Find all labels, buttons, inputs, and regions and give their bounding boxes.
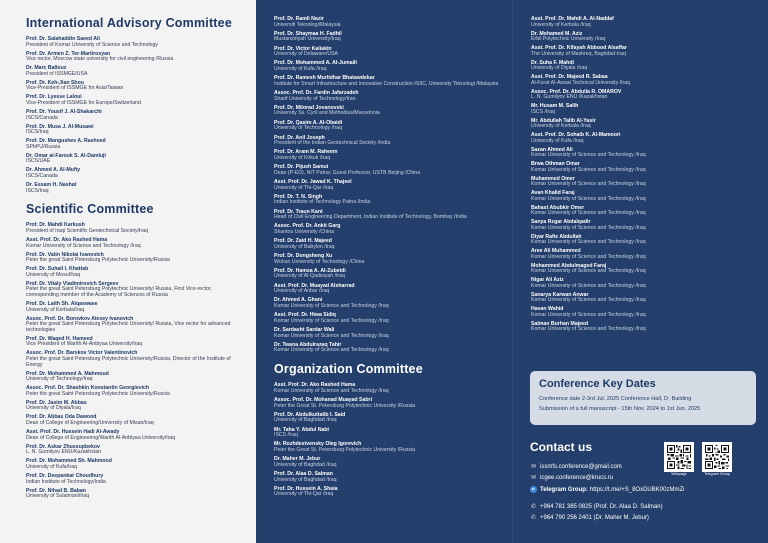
member-entry xyxy=(274,76,506,87)
member-affiliation: University of Thi-Qar /Iraq xyxy=(274,184,334,191)
middle-panel xyxy=(256,0,512,543)
member-entry xyxy=(531,104,762,115)
organization-committee-continued-list xyxy=(531,17,762,333)
member-affiliation: Dean of College of Engineering/University of Misan/Iraq xyxy=(26,420,154,427)
member-name: Dr. Ahmed A. Ghani xyxy=(274,297,323,304)
member-entry xyxy=(26,223,246,234)
member-affiliation: Komar University of Science and Technology /Iraq xyxy=(531,239,646,246)
phone-row-1[interactable] xyxy=(530,503,760,510)
member-affiliation: ISCS /Iraq xyxy=(274,432,298,439)
member-entry xyxy=(26,317,246,334)
member-name: Sazan Ahmed Ali xyxy=(531,146,573,153)
telegram-link[interactable]: https://t.me/+S_8OxDUBK00zMmZi xyxy=(589,486,685,493)
telegram-icon xyxy=(530,486,537,493)
member-entry xyxy=(274,210,506,221)
member-affiliation: Shantou University /China xyxy=(274,228,334,235)
member-name: Assoc. Prof. Dr. Shashkin Konstantin Georgievich xyxy=(26,385,150,392)
member-affiliation: Peter the great Saint Petersburg Polytechnic University/ Russia, Vice rector for advanced technologies xyxy=(26,321,231,333)
member-affiliation: Institute for Smart Infrastructure and Innovative Construction-ISIIC, University Teknologi /Malaysia xyxy=(274,80,499,87)
member-affiliation: University of Kirkuk /Iraq xyxy=(274,154,331,161)
organization-committee-title: Organization Committee xyxy=(274,362,423,377)
member-name: Sanya Rzgar Abdalqadir xyxy=(531,219,591,226)
member-entry xyxy=(274,121,506,132)
member-affiliation: University of Kerbala /Iraq xyxy=(531,21,591,28)
member-entry xyxy=(26,430,246,441)
member-affiliation: Komar University of Science and Technology /Iraq xyxy=(274,303,389,310)
member-entry xyxy=(274,165,506,176)
member-name: Aree Ali Muhammed xyxy=(531,248,581,255)
member-affiliation: University of Babylon /Iraq xyxy=(274,243,335,250)
member-entry xyxy=(531,322,762,333)
member-affiliation: Komar University of Science and Technology /Iraq xyxy=(531,210,646,217)
left-panel xyxy=(0,0,256,543)
scientific-committee-title: Scientific Committee xyxy=(26,202,154,217)
member-name: Dr. Omar al-Farouk S. Al-Damluji xyxy=(26,152,106,159)
member-entry xyxy=(274,472,506,483)
member-entry xyxy=(26,386,246,397)
email-icon: ✉ xyxy=(530,475,537,481)
member-affiliation: University of Kufa/Iraq xyxy=(26,463,78,470)
member-name: Dr. Mohamed M. Aziz xyxy=(531,30,583,37)
member-name: Diyar Rafie Abdullah xyxy=(531,233,582,240)
member-name: Prof. Dr. Salahaddin Saeed Ali xyxy=(26,36,100,42)
member-affiliation: ISCS/Iraq xyxy=(26,129,49,136)
member-affiliation: Komar University of Science and Technology /Iraq xyxy=(531,181,646,188)
member-entry xyxy=(274,343,506,354)
member-name: Prof. Dr. Alaa D. Salman xyxy=(274,470,333,477)
member-entry xyxy=(26,459,246,470)
key-dates-box xyxy=(530,371,756,425)
member-entry xyxy=(26,154,246,165)
member-entry xyxy=(274,136,506,147)
member-name: Prof. Dr. Abdulkuttalib I. Said xyxy=(274,411,346,418)
member-entry xyxy=(274,61,506,72)
member-affiliation: Dean of College of Engineering/Warith Al-Anbiyaa University/Iraq xyxy=(26,434,176,441)
member-name: Dr. Sardasht Sardar Wali xyxy=(274,327,335,334)
member-affiliation: University of Diyala/Iraq xyxy=(26,405,81,412)
member-affiliation: University of Kerbala/Iraq xyxy=(26,306,85,313)
member-entry xyxy=(274,313,506,324)
member-affiliation: ISCS/Iraq xyxy=(26,187,49,194)
member-name: Prof. Dr. Anil Joseph xyxy=(274,134,325,141)
member-entry xyxy=(26,337,246,348)
member-affiliation: Peter the great Saint Petersburg Polytechnic University/Russia xyxy=(26,257,170,264)
member-affiliation: President of ISSMGE/USA xyxy=(26,70,88,77)
member-entry xyxy=(26,81,246,92)
member-name: Prof. Dr. Yousif J. Al-Shakarchi xyxy=(26,109,102,116)
member-name: Prof. Dr. Lyesse Laloui xyxy=(26,94,82,101)
member-affiliation: L. N. Gumilyov ENU /Kazakhstan xyxy=(531,94,608,101)
member-entry xyxy=(531,307,762,318)
member-entry xyxy=(531,293,762,304)
member-affiliation: ISCS /Iraq xyxy=(531,108,555,115)
member-affiliation: Peter the great Saint Petersburg Polytechnic University/ Russia, First Vice-rector, corresponding member of the Academy of Sciences of Russia xyxy=(26,286,212,298)
member-affiliation: Komar University of Science and Technology /Iraq xyxy=(531,152,646,159)
member-affiliation: Komar University of Science and Technology /Iraq xyxy=(531,297,646,304)
member-entry xyxy=(274,413,506,424)
conference-date: Conference date 2-3rd Jul. 2025 Conference Hall, D- Building xyxy=(539,396,692,402)
qr-telegram[interactable] xyxy=(702,442,732,477)
member-affiliation: Komar University of Science and Technology /Iraq xyxy=(531,282,646,289)
member-entry xyxy=(26,415,246,426)
member-name: Mr. Rozhdestvensky Oleg Igorevich xyxy=(274,441,362,448)
member-name: Prof. Dr. Mahdi Karkush xyxy=(26,222,85,229)
member-name: Prof. Dr. Hamsa A. Al-Zubeidi xyxy=(274,267,346,274)
contact-title: Contact us xyxy=(530,440,593,454)
member-name: Prof. Dr. Askar Zhussupbekov xyxy=(26,443,100,450)
member-affiliation: Komar University of Science and Technology /Iraq xyxy=(531,268,646,275)
phone-row-2[interactable] xyxy=(530,514,760,521)
member-name: Prof. Dr. Aram M. Raheem xyxy=(274,149,338,156)
member-entry xyxy=(274,106,506,117)
member-name: Mr. Abdullah Talib Al-Yasir xyxy=(531,117,596,124)
member-entry xyxy=(26,489,246,500)
member-entry xyxy=(274,47,506,58)
member-name: Prof. Dr. Victor Kaliakin xyxy=(274,45,332,52)
member-entry xyxy=(531,249,762,260)
member-entry xyxy=(274,298,506,309)
email-icon: ✉ xyxy=(530,464,537,470)
member-entry xyxy=(531,119,762,130)
member-entry xyxy=(274,180,506,191)
member-name: Dr. Ahmed A. Al-Mufty xyxy=(26,167,81,174)
member-entry xyxy=(274,91,506,102)
member-entry xyxy=(274,284,506,295)
member-name: Mr. Husam M. Salih xyxy=(531,103,579,110)
member-affiliation: President of Iraqi Scientific Geotechnical Society/Iraq xyxy=(26,227,148,234)
member-name: Assoc. Prof. Dr. Abdulla R. OMAROV xyxy=(531,88,622,95)
member-name: Prof. Dr. Mangushev A. Rasheed xyxy=(26,138,106,145)
member-name: Asst. Prof. Dr. Jawad K. Thajeel xyxy=(274,178,352,185)
member-name: Dr. Twana Abdulrazaq Tahir xyxy=(274,341,342,348)
member-entry xyxy=(26,351,246,368)
member-affiliation: Vice President of Warith Al-Anbiyaa University/Iraq xyxy=(26,341,143,348)
phone-icon: ✆ xyxy=(530,504,537,510)
member-entry xyxy=(274,254,506,265)
member-affiliation: Indian Institute of Technology Patna /India xyxy=(274,199,371,206)
member-affiliation: SPbPU/Russia xyxy=(26,143,61,150)
member-name: Bahast Abubkir Omer xyxy=(531,204,585,211)
member-affiliation: Komar University of Science and Technology /Iraq xyxy=(531,311,646,318)
member-entry xyxy=(531,32,762,43)
member-entry xyxy=(531,17,762,28)
member-entry xyxy=(26,95,246,106)
member-name: Prof. Dr. T. N. Singh xyxy=(274,193,323,200)
member-affiliation: Komar University of Science and Technology /Iraq xyxy=(531,326,646,333)
member-affiliation: Wuhan University of Technology /China xyxy=(274,258,365,265)
member-name: Prof. Dr. Shaymaa H. Fadhil xyxy=(274,30,342,37)
member-name: Prof. Dr. Nihad B. Baban xyxy=(26,487,86,494)
member-affiliation: Mustansiriyah University/Iraq xyxy=(274,36,341,43)
member-affiliation: Peter the great Saint Petersburg Polytechnic University/Russia, Director of the Institute of Energy xyxy=(26,356,231,368)
member-entry xyxy=(26,37,246,48)
member-entry xyxy=(531,278,762,289)
member-entry xyxy=(26,474,246,485)
member-affiliation: Komar University of Science and Technology /Iraq xyxy=(274,317,389,324)
member-affiliation: University of Thi-Qar /Iraq xyxy=(274,491,334,498)
member-entry xyxy=(26,372,246,383)
member-entry xyxy=(274,442,506,453)
member-name: Prof. Dr. Suhail I. Khattab xyxy=(26,266,89,273)
email-1[interactable]: issmfs.conference@gmail.com xyxy=(540,463,622,470)
member-entry xyxy=(274,398,506,409)
member-name: Brwa Othman Omar xyxy=(531,161,580,168)
member-name: Avan Khalid Faraj xyxy=(531,190,575,197)
member-entry xyxy=(274,195,506,206)
qr-code-icon[interactable] xyxy=(702,442,732,472)
member-name: Nigar Ali Aziz xyxy=(531,277,564,284)
member-name: Prof. Dr. Hussein A. Shaia xyxy=(274,485,338,492)
member-affiliation: Peter the great Saint Petersburg Polytechnic University/Russia xyxy=(26,390,170,397)
member-entry xyxy=(274,457,506,468)
member-name: Prof. Dr. Mohammed A. Al-Jumaili xyxy=(274,60,357,67)
member-affiliation: University of Al-Qadisiyah /Iraq xyxy=(274,273,345,280)
member-name: Prof. Dr. Mohammed A. Mahmoud xyxy=(26,370,109,377)
member-affiliation: ISCS/Canada xyxy=(26,114,58,121)
member-entry xyxy=(274,224,506,235)
member-entry xyxy=(26,267,246,278)
member-name: Assoc. Prof. Dr. Ankit Garg xyxy=(274,223,341,230)
member-name: Prof. Dr. Traun Kant xyxy=(274,208,323,215)
scientific-committee-list xyxy=(26,223,246,499)
telegram-label: Telegram Group: xyxy=(540,486,588,493)
member-affiliation: University of Baghdad /Iraq xyxy=(274,417,337,424)
qr-webpage[interactable] xyxy=(664,442,694,477)
member-affiliation: University of Kerbala /Iraq xyxy=(531,123,591,130)
member-affiliation: University Ss. Cyril and Methodius/Macedonia xyxy=(274,110,380,117)
phone-1[interactable]: +964 781 385 0825 (Prof. Dr. Alaa D. Salman) xyxy=(540,503,663,510)
member-affiliation: Erbil Polytechnic University /Iraq xyxy=(531,36,606,43)
member-name: Mr. Taha Y. Abdul Nabi xyxy=(274,426,329,433)
qr-webpage-label: Webpage xyxy=(671,472,687,476)
member-entry xyxy=(26,445,246,456)
phone-icon: ✆ xyxy=(530,515,537,521)
member-entry xyxy=(26,282,246,299)
member-name: Asst. Prof. Dr. Mahdi A. Al-Naddaf xyxy=(531,16,614,22)
member-affiliation: Komar University of Science and Technology /Iraq xyxy=(531,224,646,231)
member-name: Prof. Dr. Deepankar Choudhury xyxy=(26,472,104,479)
member-name: Dr. Essam H. Nashat xyxy=(26,182,77,189)
member-affiliation: The University of Mashreq, Baghdad-Iraq xyxy=(531,50,626,57)
member-entry xyxy=(26,253,246,264)
member-entry xyxy=(531,75,762,86)
member-name: Asst. Prof. Dr. Ako Rashed Hama xyxy=(26,236,108,243)
qr-telegram-label: Telegram Group xyxy=(704,472,730,476)
member-affiliation: University of Technology/Iraq xyxy=(26,376,93,383)
member-entry xyxy=(274,17,506,28)
member-affiliation: University of Kufa /Iraq xyxy=(531,137,584,144)
member-entry xyxy=(26,401,246,412)
member-name: Dr. Maher M. Jebur xyxy=(274,456,321,463)
member-name: Prof. Dr. Jasim M. Abbas xyxy=(26,399,87,406)
organization-committee-list xyxy=(274,383,506,498)
member-name: Prof. Dr. Pijush Samui xyxy=(274,164,329,171)
member-affiliation: University of Kufa /Iraq xyxy=(274,66,327,73)
member-entry xyxy=(531,220,762,231)
member-entry xyxy=(531,46,762,57)
member-name: Prof. Dr. Dongsheng Xu xyxy=(274,253,333,259)
member-affiliation: Indian Institute of Technology/India xyxy=(26,478,106,485)
member-entry xyxy=(26,238,246,249)
member-affiliation: University of Sulaimani/Iraq xyxy=(26,493,90,500)
member-entry xyxy=(531,206,762,217)
member-entry xyxy=(531,61,762,72)
member-entry xyxy=(26,52,246,63)
member-affiliation: Universiti Teknologi/Malaysia xyxy=(274,21,341,28)
member-name: Prof. Dr. Abbas Oda Dawood xyxy=(26,414,97,421)
member-name: Prof. Dr. Armen Z. Ter-Martirosyan xyxy=(26,50,111,57)
member-name: Salman Burhan Majeed xyxy=(531,320,589,327)
member-affiliation: ISCS/Canada xyxy=(26,173,58,180)
member-name: Havan Wahid xyxy=(531,306,564,313)
qr-code-icon[interactable] xyxy=(664,442,694,472)
member-name: Prof. Dr. Laith Sh. Alqaswaee xyxy=(26,300,98,307)
telegram-row[interactable] xyxy=(530,486,760,493)
member-affiliation: Komar University of Science and Technology /Iraq xyxy=(274,347,389,354)
member-name: Asst. Prof. Dr. Majeed R. Sabaa xyxy=(531,74,608,81)
member-entry xyxy=(26,183,246,194)
member-entry xyxy=(26,139,246,150)
member-entry xyxy=(274,32,506,43)
member-entry xyxy=(26,125,246,136)
member-affiliation: Komar University of Science and Technology /Iraq xyxy=(531,166,646,173)
member-entry xyxy=(26,168,246,179)
member-affiliation: Dean (P-ED), NIT Patna; Guest Professor, USTB Beijing /China xyxy=(274,169,421,176)
member-affiliation: Vice-President of ISSMGE for Asia/Taiwan xyxy=(26,85,124,92)
submission-date: Submission of a full manuscript - 15th Nov. 2024 to 1st Jun. 2025 xyxy=(539,406,701,412)
member-name: Prof. Dr. Vatin Nikolai Ivanovich xyxy=(26,251,104,258)
member-entry xyxy=(531,148,762,159)
member-affiliation: University of Technology /Iraq xyxy=(274,125,342,132)
member-affiliation: University of Baghdad /Iraq xyxy=(274,476,337,483)
member-affiliation: Komar University of Science and Technology /Iraq xyxy=(274,387,389,394)
advisory-committee-title: International Advisory Committee xyxy=(26,16,232,30)
member-affiliation: Al-Furat Al-Awsat Technical University /Iraq xyxy=(531,79,630,86)
member-name: Prof. Dr. Zaid H. Majeed xyxy=(274,238,332,245)
advisory-committee-list xyxy=(26,37,246,194)
member-name: Dr. Suha F. Mahdi xyxy=(531,59,574,66)
member-affiliation: Vice-President of ISSMGE for Europe/Switzerland xyxy=(26,100,141,107)
member-affiliation: University of Mosul/Iraq xyxy=(26,271,81,278)
member-entry xyxy=(26,66,246,77)
member-name: Assoc. Prof. Dr. Fardin Jafarzadeh xyxy=(274,90,359,97)
member-affiliation: Peter the Great St. Petersburg Polytechnic University /Russia xyxy=(274,402,415,409)
member-name: Prof. Dr. Vitaly Vladimirovich Sergeev xyxy=(26,280,119,287)
member-name: Asst. Prof. Dr. Hussein Hadi Al-Awady xyxy=(26,429,120,436)
member-name: Prof. Dr. Waqed H. Hameed xyxy=(26,335,93,342)
member-affiliation: President of Komar University of Science and Technology xyxy=(26,41,158,48)
member-name: Asst. Prof. Dr. Hiwa Sidiq xyxy=(274,312,336,319)
member-name: Muhammed Omer xyxy=(531,175,575,182)
member-name: Prof. Dr. Keh-Jian Shou xyxy=(26,79,84,86)
member-affiliation: L. N. Gumilyov ENU/Kazakhstan xyxy=(26,449,101,456)
member-name: Mohammed Abdulmaged Faraj xyxy=(531,262,607,269)
member-affiliation: Komar University of Science and Technology /Iraq xyxy=(274,332,389,339)
member-entry xyxy=(274,269,506,280)
member-affiliation: Head of Civil Engineering Department, Indian Institute of Technology, Bombay /India xyxy=(274,214,467,221)
member-name: Dr. Marc Ballouz xyxy=(26,65,67,72)
member-name: Assoc. Prof. Dr. Barskov Victor Valentinovich xyxy=(26,350,138,357)
member-entry xyxy=(531,177,762,188)
member-name: Sanarya Karwan Anwar xyxy=(531,291,589,298)
member-entry xyxy=(274,487,506,498)
member-name: Asst. Prof. Dr. Kifayah Abbood Alsaffar xyxy=(531,45,627,52)
member-name: Prof. Dr. Musa J. Al-Musawi xyxy=(26,123,94,130)
member-entry xyxy=(274,328,506,339)
member-affiliation: President of the Indian Geotechnical Society /India xyxy=(274,140,391,147)
member-name: Asst. Prof. Dr. Sohaib K. Al-Mamoori xyxy=(531,132,621,139)
member-affiliation: University of Anbar /Iraq xyxy=(274,288,330,295)
member-affiliation: University of Baghdad /Iraq xyxy=(274,461,337,468)
member-affiliation: University of Diyala /Iraq xyxy=(531,65,588,72)
scientific-committee-continued-list xyxy=(274,17,506,354)
member-affiliation: Peter the Great St. Petersburg Polytechnic University /Russia xyxy=(274,446,415,453)
member-entry xyxy=(531,133,762,144)
member-affiliation: Komar University of Science and Technology /Iraq xyxy=(531,195,646,202)
member-entry xyxy=(531,191,762,202)
member-entry xyxy=(26,110,246,121)
member-name: Assoc. Prof. Dr. Mohanad Muayad Sabri xyxy=(274,396,373,403)
member-entry xyxy=(531,264,762,275)
phone-2[interactable]: +964 790 256 2401 (Dr. Maher M. Jebur) xyxy=(540,514,649,521)
member-entry xyxy=(531,90,762,101)
member-entry xyxy=(274,428,506,439)
member-name: Prof. Dr. Mohammed Sh. Mahmood xyxy=(26,458,112,465)
member-entry xyxy=(531,162,762,173)
member-affiliation: Vice rector, Moscow state university for civil engineering /Russia xyxy=(26,56,174,63)
member-name: Assoc. Prof. Dr. Borovkov Alexey Ivanovich xyxy=(26,315,134,322)
member-entry xyxy=(274,239,506,250)
email-2[interactable]: icgee.conference@krucs.ru xyxy=(540,474,614,481)
member-name: Prof. Dr. Ramesh Murlidhar Bhatawdekar xyxy=(274,75,375,82)
member-affiliation: Komar University of Science and Technology /Iraq xyxy=(531,253,646,260)
member-name: Prof. Dr. Qasim A. Al-Obaidi xyxy=(274,119,343,126)
member-entry xyxy=(274,383,506,394)
key-dates-title: Conference Key Dates xyxy=(539,378,656,390)
member-name: Prof. Dr. Ramli Nazir xyxy=(274,16,324,22)
member-name: Prof. Dr. Milorad Jovanovski xyxy=(274,104,344,111)
member-entry xyxy=(26,302,246,313)
member-affiliation: ISCS/UAE xyxy=(26,158,51,165)
member-affiliation: Sharif University of Technology/Iran xyxy=(274,95,356,102)
member-affiliation: Komar University of Science and Technology /Iraq xyxy=(26,242,141,249)
member-name: Asst. Prof. Dr. Ako Rashed Hama xyxy=(274,382,356,389)
member-entry xyxy=(531,235,762,246)
member-affiliation: University of Delaware/USA xyxy=(274,51,339,58)
member-entry xyxy=(274,150,506,161)
member-name: Asst. Prof. Dr. Muayad Alsharrad xyxy=(274,282,355,289)
